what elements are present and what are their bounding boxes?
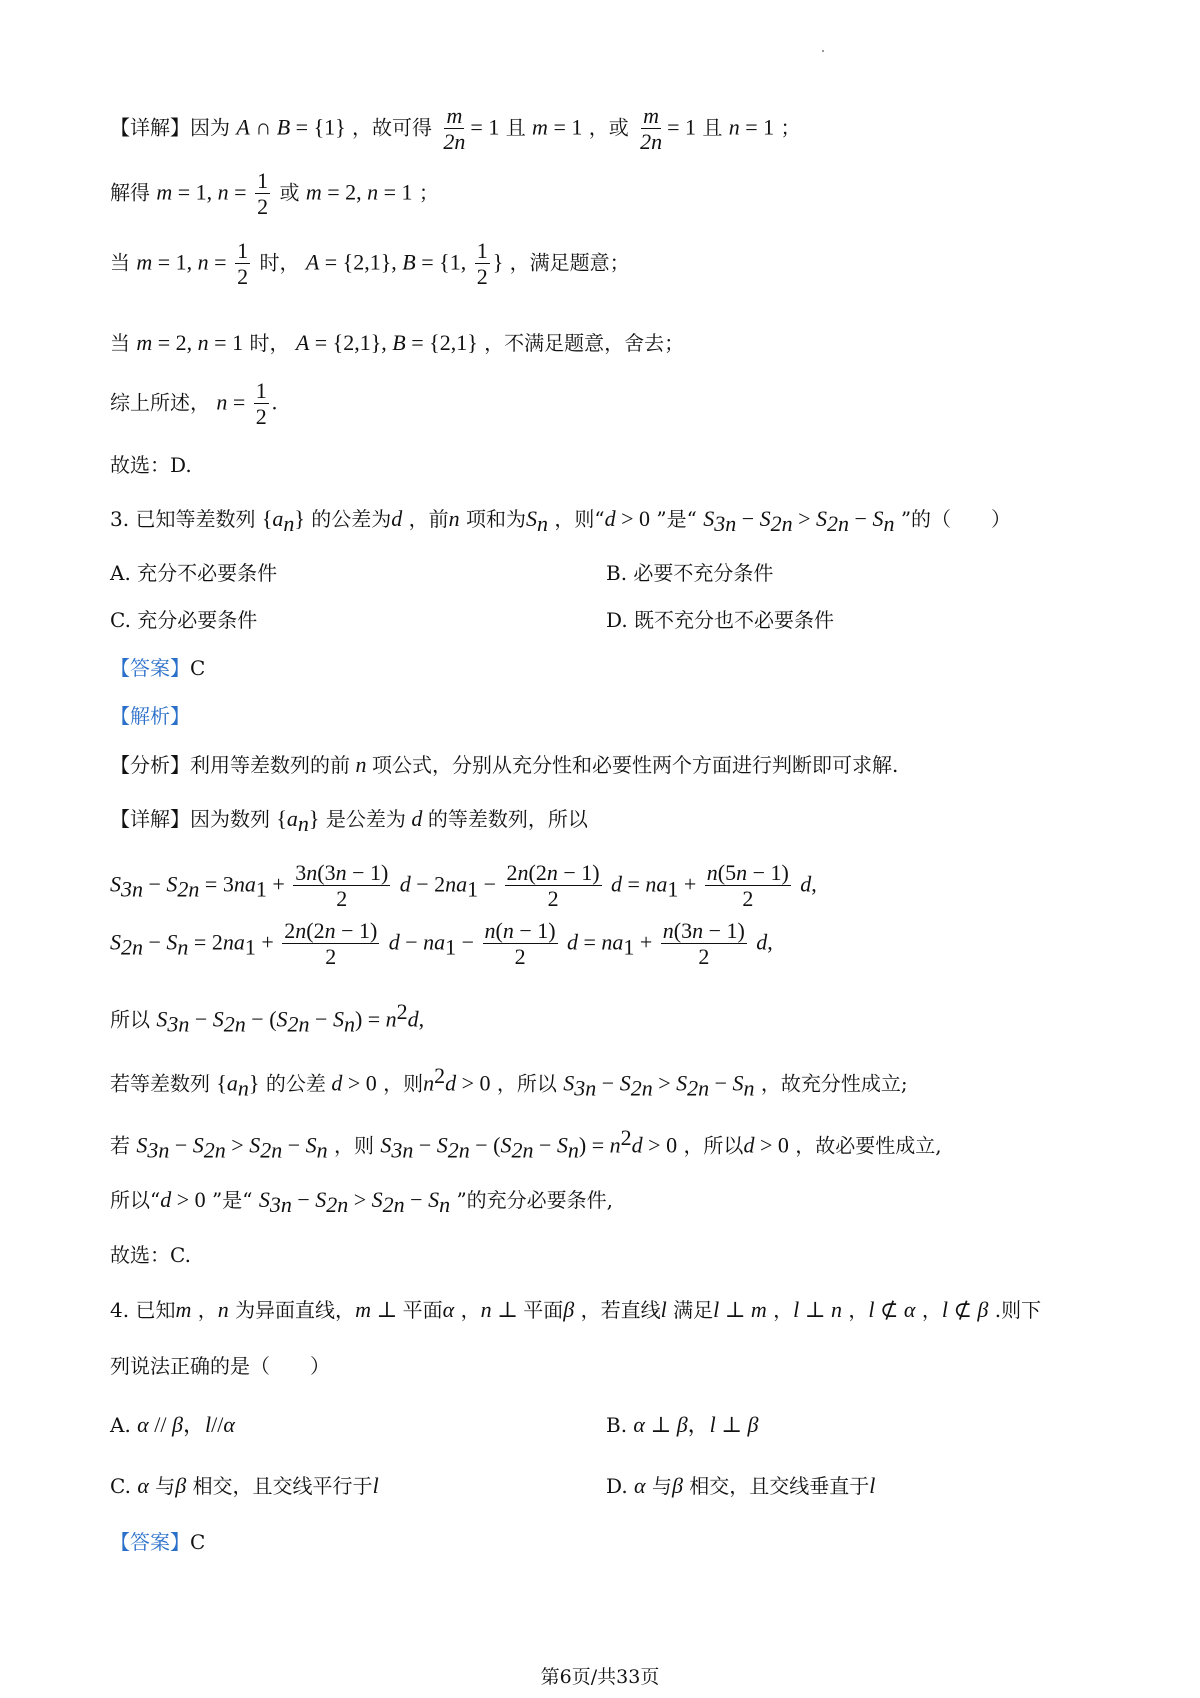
equation-1: $S_{3n} - S_{2n} = 3na_1$ + $\frac{3n(3n - 1)}{2}$ $d - 2na_1$ − $\frac{2n(2n - 1)}{2}$ $d = na_1$ + $\frac{n(5n - 1)}{2}$ d, bbox=[110, 860, 817, 912]
line-4: 当 m = 2, n = 1 时， A = {2,1}, B = {2,1} ，不满足题意，舍去； bbox=[110, 330, 685, 355]
q3-option-d: D. 既不充分也不必要条件 bbox=[606, 608, 835, 632]
answer-3: 【答案】C bbox=[110, 656, 206, 680]
q3-option-c: C. 充分必要条件 bbox=[110, 608, 258, 632]
q4-option-d: D. α 与β 相交，且交线垂直于l bbox=[606, 1473, 876, 1498]
line-6: 故选：D. bbox=[110, 453, 192, 477]
fenxi-line: 【分析】利用等差数列的前 n 项公式，分别从充分性和必要性两个方面进行判断即可求解. bbox=[110, 752, 899, 777]
analysis-label: 【解析】 bbox=[110, 704, 190, 728]
line-2: 解得 m = 1, n = $\frac{1}{2}$ 或 m = 2, n = 1 ； bbox=[110, 168, 439, 220]
select-3: 故选：C. bbox=[110, 1243, 191, 1267]
scan-dot bbox=[822, 50, 824, 52]
q3-option-b: B. 必要不充分条件 bbox=[606, 561, 774, 585]
so-line: 所以 $S_{3n} - S_{2n} - (S_{2n} - S_n) = n^2d$, bbox=[110, 999, 425, 1037]
question-3: 3. 已知等差数列 $\{a_n\}$ 的公差为d ，前n 项和为$S_n$ ，则“d > 0 ”是“ $S_{3n} - S_{2n} > S_{2n} - S_n$ ”的（ ） bbox=[110, 506, 1012, 536]
line-1: 【详解】因为 A ∩ B = {1} ，故可得 $\frac{m}{2n}$ = 1 且 m = 1 ，或 $\frac{m}{2n}$ = 1 且 n = 1 ； bbox=[110, 103, 801, 155]
page-footer: 第6页/共33页 bbox=[540, 1666, 660, 1688]
question-4-line-2: 列说法正确的是（ ） bbox=[110, 1354, 330, 1378]
q4-option-b: B. α ⊥ β，l ⊥ β bbox=[606, 1412, 759, 1437]
conclusion-line: 所以“d > 0 ”是“ $S_{3n} - S_{2n} > S_{2n} - S_n$ ”的充分必要条件, bbox=[110, 1187, 614, 1217]
answer-4: 【答案】C bbox=[110, 1530, 206, 1554]
line-5: 综上所述， n = $\frac{1}{2}$ . bbox=[110, 378, 278, 430]
q4-option-a: A. α // β，l//α bbox=[110, 1412, 235, 1437]
q3-option-a: A. 充分不必要条件 bbox=[110, 561, 278, 585]
necessity-line: 若 $S_{3n} - S_{2n} > S_{2n} - S_n$ ，则 $S_{3n} - S_{2n} - (S_{2n} - S_n) = n^2d > 0$ ，所以d > 0 ，故必要性成立, bbox=[110, 1125, 942, 1163]
xiangjie-line: 【详解】因为数列 $\{a_n\}$ 是公差为 d 的等差数列，所以 bbox=[110, 806, 588, 836]
q4-option-c: C. α 与β 相交，且交线平行于l bbox=[110, 1473, 379, 1498]
sufficiency-line: 若等差数列 $\{a_n\}$ 的公差 d > 0 ，则$n^2d > 0$ ，所以 $S_{3n} - S_{2n} > S_{2n} - S_n$ ，故充分性成立; bbox=[110, 1063, 908, 1101]
line-3: 当 m = 1, n = $\frac{1}{2}$ 时， A = {2,1}, B = {1, $\frac{1}{2}$ } ，满足题意； bbox=[110, 238, 630, 290]
question-4: 4. 已知m ，n 为异面直线，m ⊥ 平面α ，n ⊥ 平面β ，若直线l 满足l ⊥ m ，l ⊥ n ，l ⊄ α ，l ⊄ β .则下 bbox=[110, 1297, 1042, 1322]
equation-2: $S_{2n} - S_n = 2na_1$ + $\frac{2n(2n - 1)}{2}$ $d - na_1$ − $\frac{n(n - 1)}{2}$ $d = na_1$ + $\frac{n(3n - 1)}{2}$ d, bbox=[110, 918, 773, 970]
